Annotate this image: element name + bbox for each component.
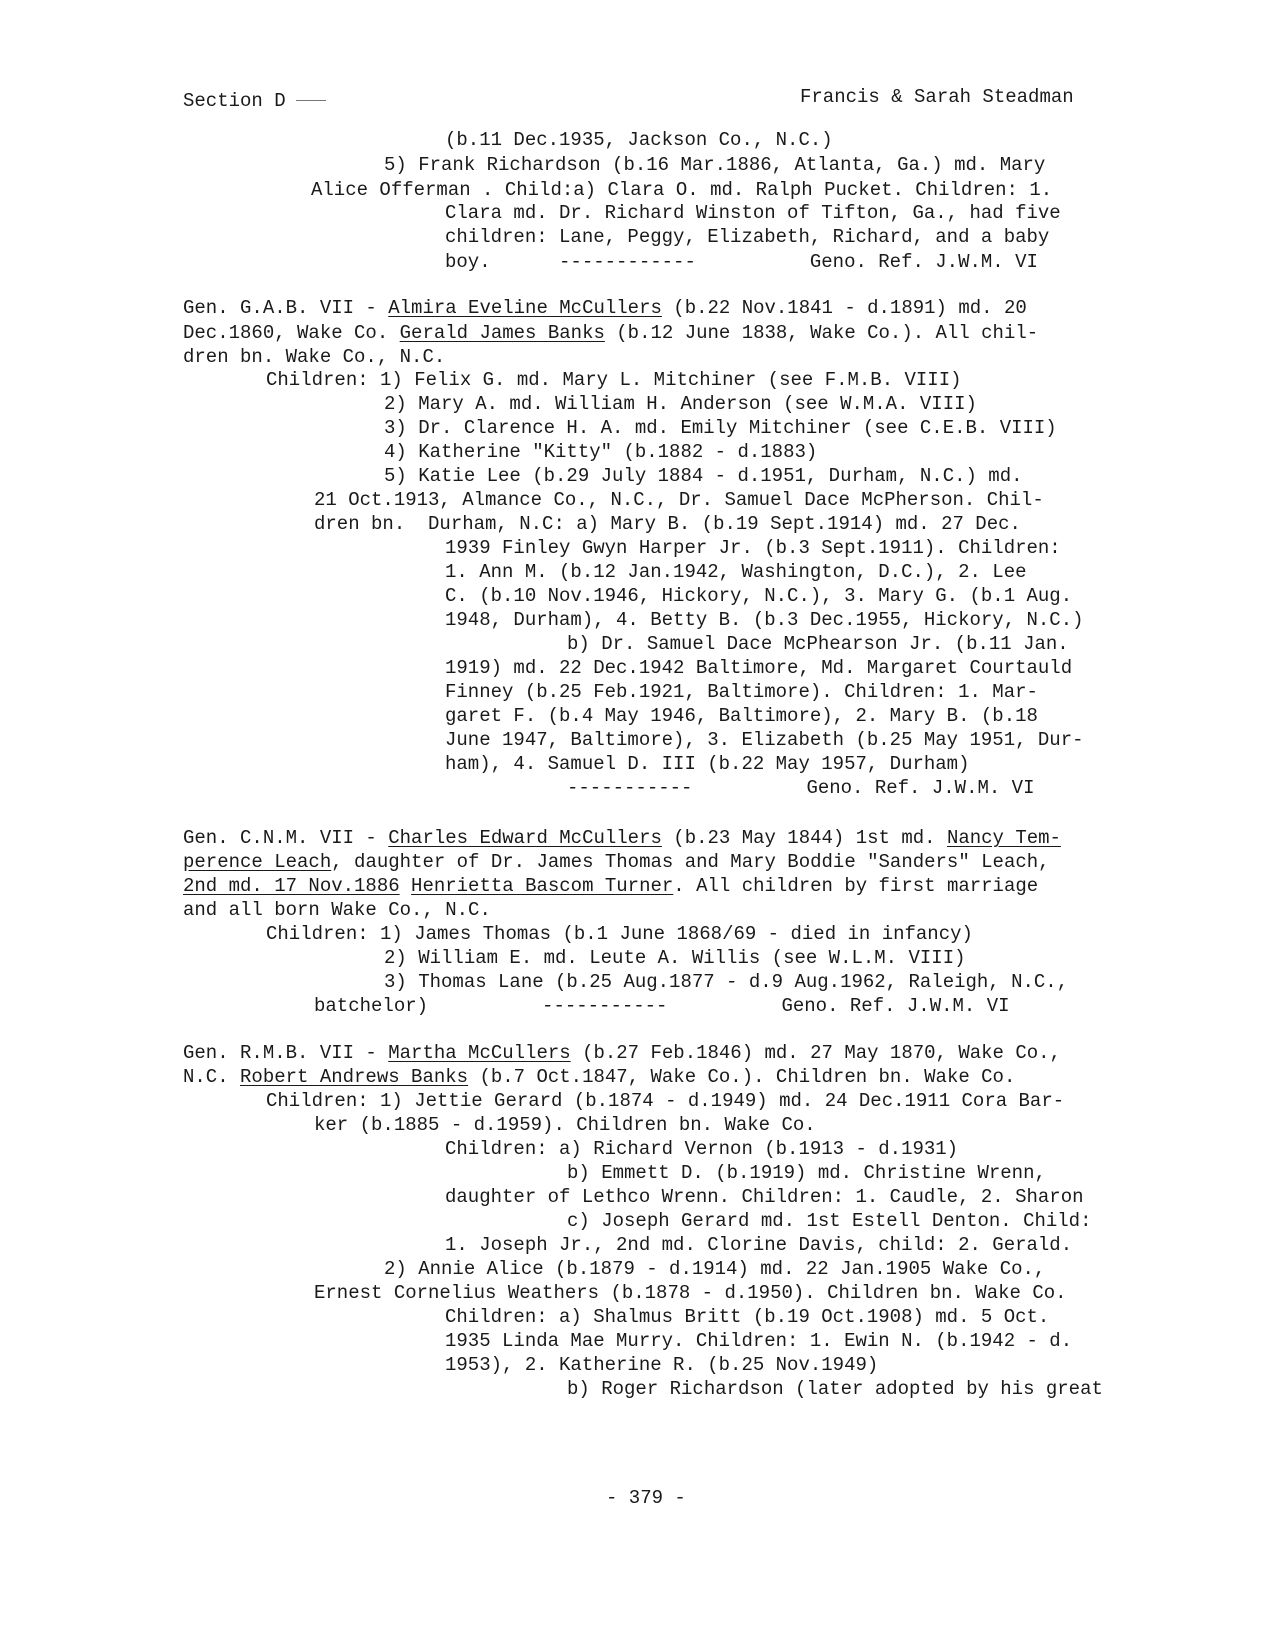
text-line: Children: a) Richard Vernon (b.1913 - d.1931) [445,1138,959,1160]
underlined-name: Robert Andrews Banks [240,1066,469,1088]
text-line: 4) Katherine "Kitty" (b.1882 - d.1883) [384,441,818,463]
text-line: b) Roger Richardson (later adopted by his great [567,1378,1103,1400]
text-line: C. (b.10 Nov.1946, Hickory, N.C.), 3. Mary G. (b.1 Aug. [445,585,1073,607]
text-line: Children: 1) Felix G. md. Mary L. Mitchiner (see F.M.B. VIII) [266,369,962,391]
text-line: b) Dr. Samuel Dace McPhearson Jr. (b.11 Jan. [567,633,1069,655]
text-run: , daughter of Dr. James Thomas and Mary Boddie "Sanders" Leach, [331,851,1050,873]
text-line: Finney (b.25 Feb.1921, Baltimore). Children: 1. Mar- [445,681,1038,703]
text-line: ----------- Geno. Ref. J.W.M. VI [567,777,1035,799]
text-line: c) Joseph Gerard md. 1st Estell Denton. Child: [567,1210,1092,1232]
underlined-name: perence Leach [183,851,332,873]
text-line: 2) Mary A. md. William H. Anderson (see W.M.A. VIII) [384,393,977,415]
text-run: Gen. R.M.B. VII - [183,1042,389,1064]
text-run: (b.12 June 1838, Wake Co.). All chil- [604,322,1039,344]
text-line: Children: 1) James Thomas (b.1 June 1868/69 - died in infancy) [266,923,973,945]
text-line: dren bn. Wake Co., N.C. [183,346,446,368]
text-run: Dec.1860, Wake Co. [183,322,400,344]
text-run: Gen. C.N.M. VII - [183,827,389,849]
text-line: and all born Wake Co., N.C. [183,899,491,921]
text-run: (b.27 Feb.1846) md. 27 May 1870, Wake Co., [570,1042,1061,1064]
text-line [183,874,1038,898]
underlined-name: Nancy Tem- [946,827,1061,849]
text-line: Children: 1) Jettie Gerard (b.1874 - d.1949) md. 24 Dec.1911 Cora Bar- [266,1090,1065,1112]
text-line [183,1065,1015,1089]
text-line: children: Lane, Peggy, Elizabeth, Richard, and a baby [445,226,1050,248]
underlined-name: Martha McCullers [388,1042,571,1064]
text-line [183,296,1027,320]
text-line: 1953), 2. Katherine R. (b.25 Nov.1949) [445,1354,879,1376]
text-run: Gen. G.A.B. VII - [183,297,389,319]
text-run: (b.22 Nov.1841 - d.1891) md. 20 [661,297,1027,319]
text-run [400,875,411,897]
text-line: 3) Thomas Lane (b.25 Aug.1877 - d.9 Aug.1962, Raleigh, N.C., [384,971,1069,993]
text-line: daughter of Lethco Wrenn. Children: 1. Caudle, 2. Sharon [445,1186,1084,1208]
pen-mark [296,100,326,101]
text-line: ham), 4. Samuel D. III (b.22 May 1957, Durham) [445,753,970,775]
text-run: (b.23 May 1844) 1st md. [661,827,947,849]
text-line: Clara md. Dr. Richard Winston of Tifton, Ga., had five [445,202,1061,224]
text-line: ker (b.1885 - d.1959). Children bn. Wake Co. [314,1114,816,1136]
text-line: 2) Annie Alice (b.1879 - d.1914) md. 22 Jan.1905 Wake Co., [384,1258,1046,1280]
text-line: batchelor) ----------- Geno. Ref. J.W.M. VI [314,995,1010,1017]
section-label: Section D [183,89,326,113]
text-line: 5) Frank Richardson (b.16 Mar.1886, Atlanta, Ga.) md. Mary [384,154,1046,176]
text-line: dren bn. Durham, N.C: a) Mary B. (b.19 Sept.1914) md. 27 Dec. [314,513,1021,535]
page-title: Francis & Sarah Steadman [800,86,1074,108]
text-line: (b.11 Dec.1935, Jackson Co., N.C.) [445,129,833,151]
underlined-name: Charles Edward McCullers [388,827,662,849]
text-line: 1935 Linda Mae Murry. Children: 1. Ewin N. (b.1942 - d. [445,1330,1073,1352]
text-line: 21 Oct.1913, Almance Co., N.C., Dr. Samuel Dace McPherson. Chil- [314,489,1044,511]
text-line: Alice Offerman . Child:a) Clara O. md. Ralph Pucket. Children: 1. [311,179,1053,201]
underlined-name: 2nd md. 17 Nov.1886 [183,875,400,897]
text-line: 1939 Finley Gwyn Harper Jr. (b.3 Sept.1911). Children: [445,537,1061,559]
text-line [183,1041,1061,1065]
text-line: Children: a) Shalmus Britt (b.19 Oct.1908) md. 5 Oct. [445,1306,1050,1328]
text-line: 5) Katie Lee (b.29 July 1884 - d.1951, Durham, N.C.) md. [384,465,1023,487]
text-line: boy. ------------ Geno. Ref. J.W.M. VI [445,251,1038,273]
underlined-name: Henrietta Bascom Turner [411,875,674,897]
text-line: 2) William E. md. Leute A. Willis (see W.L.M. VIII) [384,947,966,969]
text-line [183,321,1038,345]
text-line: 1948, Durham), 4. Betty B. (b.3 Dec.1955, Hickory, N.C.) [445,609,1084,631]
text-line: 1. Ann M. (b.12 Jan.1942, Washington, D.C.), 2. Lee [445,561,1027,583]
text-line [183,826,1061,850]
text-run: (b.7 Oct.1847, Wake Co.). Children bn. Wake Co. [468,1066,1016,1088]
text-line: garet F. (b.4 May 1946, Baltimore), 2. Mary B. (b.18 [445,705,1038,727]
text-run: . All children by first marriage [673,875,1039,897]
text-line: 1. Joseph Jr., 2nd md. Clorine Davis, child: 2. Gerald. [445,1234,1073,1256]
text-run: N.C. [183,1066,241,1088]
underlined-name: Almira Eveline McCullers [388,297,662,319]
text-line: Ernest Cornelius Weathers (b.1878 - d.1950). Children bn. Wake Co. [314,1282,1067,1304]
text-line: June 1947, Baltimore), 3. Elizabeth (b.25 May 1951, Dur- [445,729,1084,751]
text-line: 1919) md. 22 Dec.1942 Baltimore, Md. Margaret Courtauld [445,657,1073,679]
underlined-name: Gerald James Banks [399,322,605,344]
text-line [183,850,1050,874]
page-number: - 379 - [606,1487,686,1509]
text-line: b) Emmett D. (b.1919) md. Christine Wrenn, [567,1162,1046,1184]
text-line: 3) Dr. Clarence H. A. md. Emily Mitchiner (see C.E.B. VIII) [384,417,1057,439]
